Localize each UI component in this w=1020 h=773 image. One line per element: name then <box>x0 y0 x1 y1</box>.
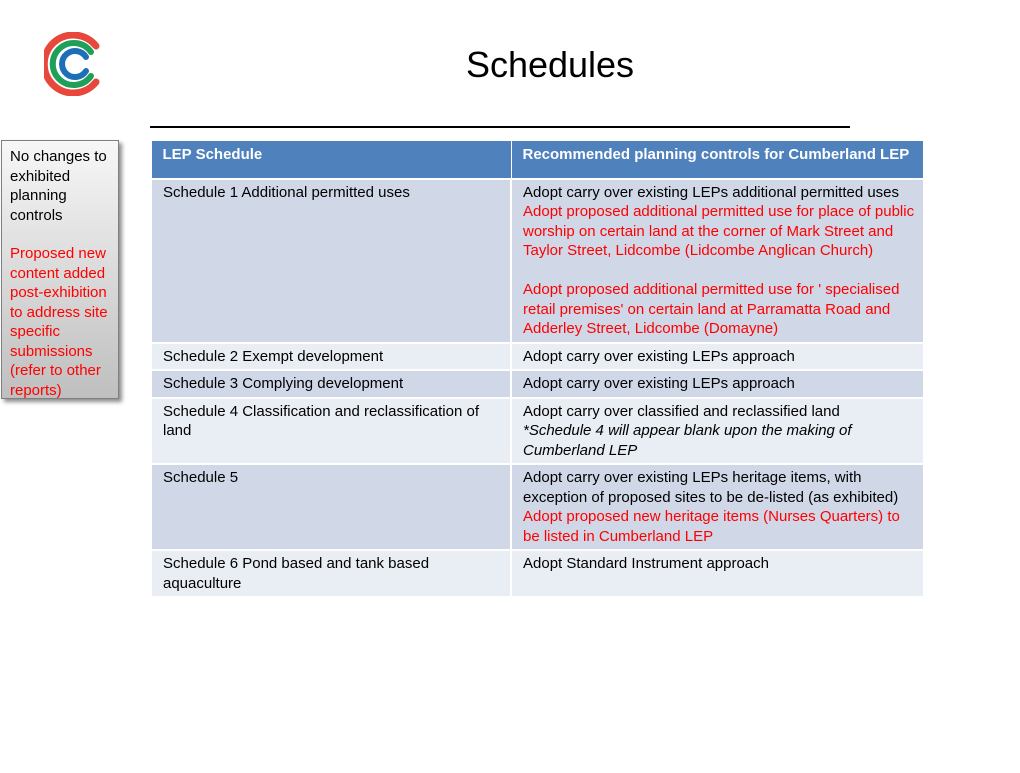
schedule-cell <box>151 464 511 550</box>
schedule-cell <box>151 343 511 371</box>
table-row <box>151 398 923 465</box>
note-no-changes-text: No changes to exhibited planning controls <box>10 148 107 224</box>
schedule-cell <box>151 398 511 465</box>
control-italic-note: *Schedule 4 will appear blank upon the making of Cumberland LEP <box>523 422 852 459</box>
schedule-name: Schedule 3 Complying development <box>163 375 404 392</box>
schedule-name: Schedule 5 <box>163 469 239 486</box>
control-cell <box>511 343 923 371</box>
control-new-content: Adopt proposed new heritage items (Nurses Quarters) to be listed in Cumberland LEP <box>523 508 900 545</box>
control-cell <box>511 370 923 398</box>
control-cell <box>511 550 923 597</box>
control-text: Adopt carry over existing LEPs additional permitted uses <box>523 183 900 201</box>
schedule-cell <box>151 179 511 343</box>
spacer <box>523 261 915 281</box>
cumberland-c-logo-icon <box>44 32 104 96</box>
control-cell <box>511 179 923 343</box>
schedule-cell <box>151 550 511 597</box>
control-text: Adopt carry over classified and reclassified land <box>523 402 840 420</box>
control-text: Adopt Standard Instrument approach <box>523 555 769 572</box>
control-text: Adopt carry over existing LEPs heritage items, with exception of proposed sites to be de-listed (as exhibited) <box>523 469 899 506</box>
schedule-name: Schedule 2 Exempt development <box>163 347 384 365</box>
control-cell <box>511 464 923 550</box>
table-row <box>151 550 923 597</box>
schedule-name: Schedule 1 Additional permitted uses <box>163 183 410 201</box>
control-new-content: Adopt proposed additional permitted use for ' specialised retail premises' on certain land at Parramatta Road and Adderley Street, Lidcombe (Domayne) <box>523 281 900 337</box>
table-row <box>151 370 923 398</box>
table-row <box>151 343 923 371</box>
header-recommended-controls: Recommended planning controls for Cumberland LEP <box>511 141 923 179</box>
control-text: Adopt carry over existing LEPs approach <box>523 375 795 392</box>
control-new-content: Adopt proposed additional permitted use for place of public worship on certain land at the corner of Mark Street and Taylor Street, Lidcombe (Lidcombe Anglican Church) <box>523 203 915 259</box>
schedule-name: Schedule 4 Classification and reclassification of land <box>163 402 480 439</box>
control-text: Adopt carry over existing LEPs approach <box>523 347 795 365</box>
page-title: Schedules <box>465 44 635 85</box>
schedule-cell <box>151 370 511 398</box>
control-cell <box>511 398 923 465</box>
table-row <box>151 179 923 343</box>
table-row <box>151 464 923 550</box>
schedules-table <box>150 140 924 597</box>
note-new-content-text: Proposed new content added post-exhibition to address site specific submissions (refer to other reports) <box>10 245 108 399</box>
schedule-name: Schedule 6 Pond based and tank based aquaculture <box>163 555 430 592</box>
header-lep-schedule: LEP Schedule <box>151 141 511 179</box>
table-header-row <box>151 141 923 179</box>
title-divider <box>150 126 850 128</box>
legend-note-box <box>1 140 119 399</box>
